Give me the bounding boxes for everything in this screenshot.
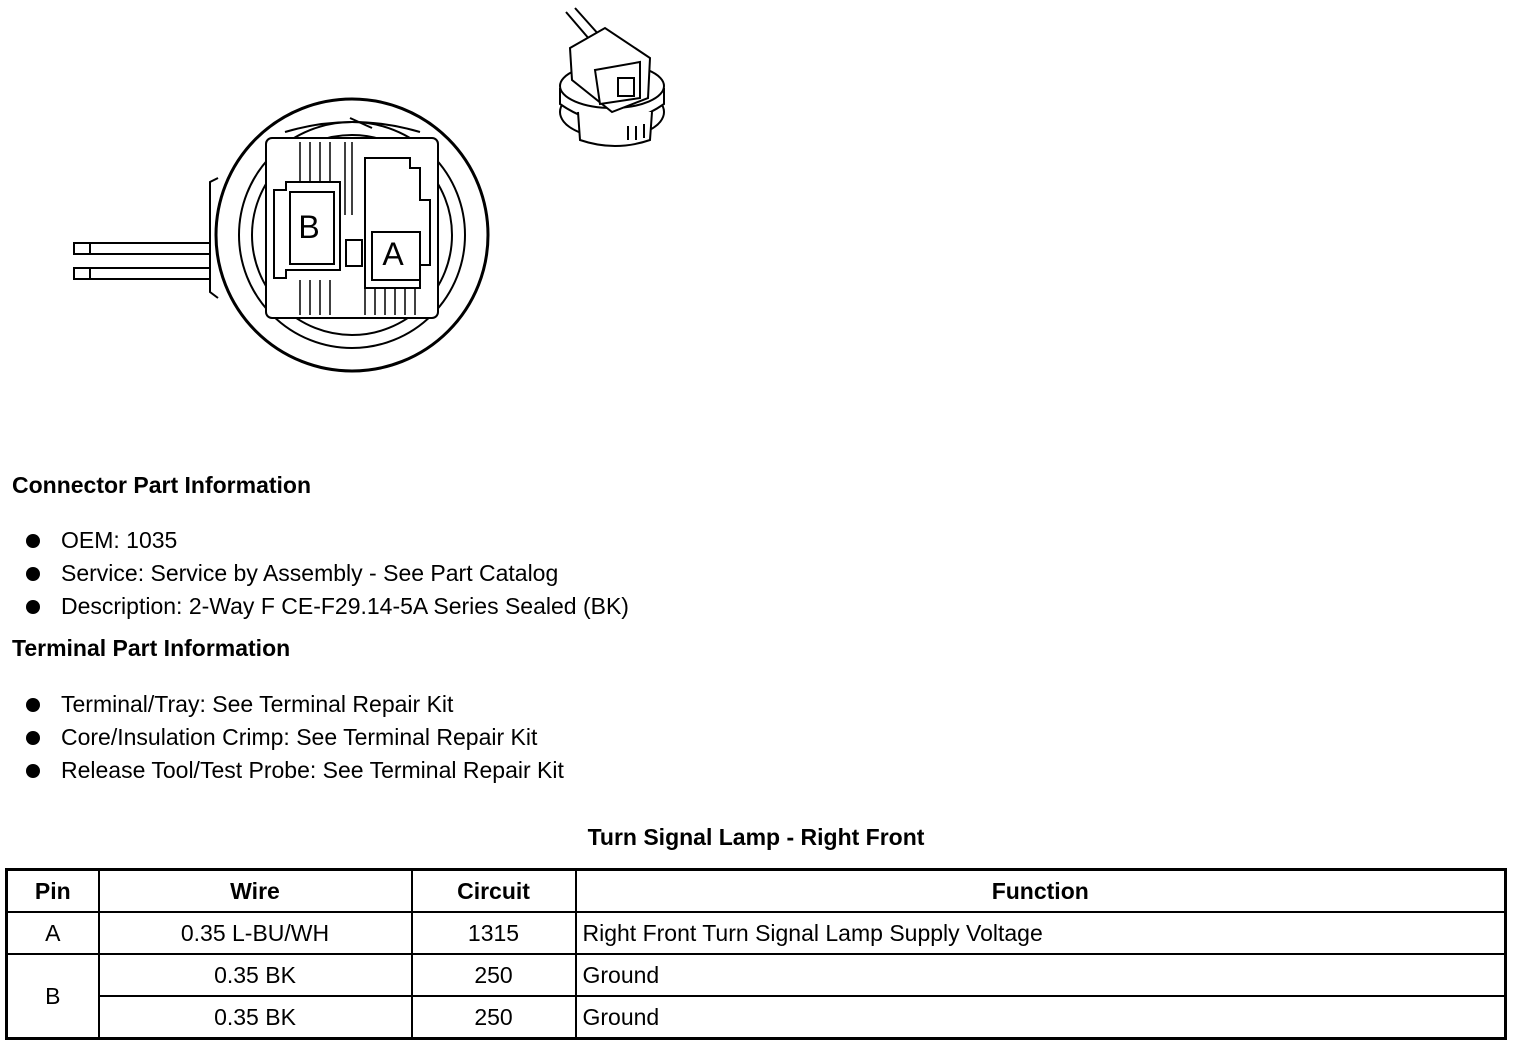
bullet-icon xyxy=(26,731,40,745)
bullet-icon xyxy=(26,567,40,581)
table-row xyxy=(7,996,1506,1039)
pin-label-a: A xyxy=(382,236,404,272)
cell-circuit: 1315 xyxy=(412,912,576,954)
list-item: Description: 2-Way F CE-F29.14-5A Series Sealed (BK) xyxy=(26,590,629,623)
wire-leads xyxy=(74,243,214,279)
pinout-table xyxy=(5,868,1507,1040)
cell-circuit: 250 xyxy=(412,954,576,996)
bullet-icon xyxy=(26,600,40,614)
terminal-info-title: Terminal Part Information xyxy=(12,635,291,661)
list-item: OEM: 1035 xyxy=(26,524,629,557)
list-item: Core/Insulation Crimp: See Terminal Repair Kit xyxy=(26,721,564,754)
cell-wire: 0.35 BK xyxy=(99,996,412,1039)
cell-function: Right Front Turn Signal Lamp Supply Voltage xyxy=(576,912,1506,954)
bullet-icon xyxy=(26,764,40,778)
cell-wire: 0.35 BK xyxy=(99,954,412,996)
cell-wire: 0.35 L-BU/WH xyxy=(99,912,412,954)
cell-function: Ground xyxy=(576,954,1506,996)
connector-info-list xyxy=(26,524,629,623)
header-function: Function xyxy=(576,870,1506,913)
header-wire: Wire xyxy=(99,870,412,913)
bullet-icon xyxy=(26,534,40,548)
connector-face-diagram xyxy=(0,0,700,400)
table-header-row xyxy=(7,870,1506,913)
table-title: Turn Signal Lamp - Right Front xyxy=(587,824,925,850)
pin-label-b: B xyxy=(298,209,320,245)
terminal-info-list xyxy=(26,688,564,787)
cell-circuit: 250 xyxy=(412,996,576,1039)
list-item: Terminal/Tray: See Terminal Repair Kit xyxy=(26,688,564,721)
list-item: Release Tool/Test Probe: See Terminal Repair Kit xyxy=(26,754,564,787)
connector-iso-view xyxy=(560,8,664,146)
bullet-icon xyxy=(26,698,40,712)
cell-pin: B xyxy=(7,954,99,1039)
cell-pin: A xyxy=(7,912,99,954)
header-pin: Pin xyxy=(7,870,99,913)
table-row xyxy=(7,954,1506,996)
cell-function: Ground xyxy=(576,996,1506,1039)
table-row xyxy=(7,912,1506,954)
header-circuit: Circuit xyxy=(412,870,576,913)
connector-info-title: Connector Part Information xyxy=(12,472,312,498)
list-item: Service: Service by Assembly - See Part Catalog xyxy=(26,557,629,590)
